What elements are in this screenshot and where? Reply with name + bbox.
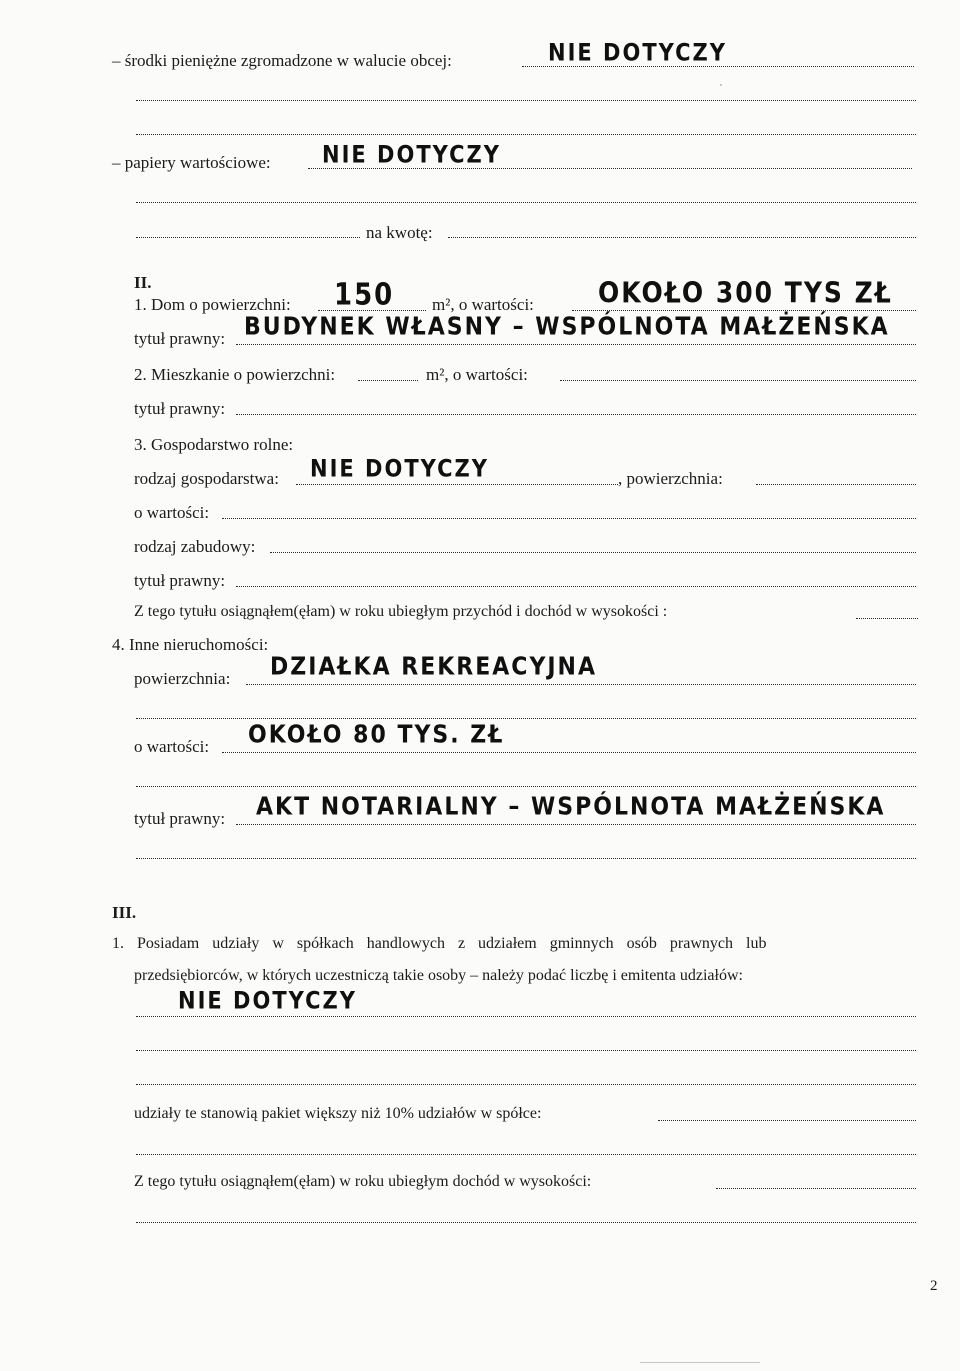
farm-heading: 3. Gospodarstwo rolne: xyxy=(134,435,294,454)
other-area-value: DZIAŁKA REKREACYJNA xyxy=(270,652,597,682)
other-value-label: o wartości: xyxy=(134,737,210,756)
house-value-dots xyxy=(572,310,916,311)
house-unit-label: m², o wartości: xyxy=(432,295,534,314)
securities-value: NIE DOTYCZY xyxy=(322,140,501,169)
shares-paragraph-line2: przedsiębiorców, w których uczestniczą takie osoby – należy podać liczbę i emitenta udziałów: xyxy=(134,967,743,984)
other-title-value: AKT NOTARIALNY – WSPÓLNOTA MAŁŻEŃSKA xyxy=(256,792,886,822)
house-area-value: 150 xyxy=(334,277,395,313)
house-title-value: BUDYNEK WŁASNY – WSPÓLNOTA MAŁŻEŃSKA xyxy=(244,312,890,342)
farm-value-label: o wartości: xyxy=(134,503,210,522)
other-title-label: tytuł prawny: xyxy=(134,809,226,828)
farm-area-dots xyxy=(756,484,916,485)
shares-income-dots xyxy=(716,1188,916,1189)
flat-title-label: tytuł prawny: xyxy=(134,399,226,418)
shares-package-label: udziały te stanowią pakiet większy niż 10% udziałów w spółce: xyxy=(134,1105,542,1122)
blank-line xyxy=(136,718,916,719)
other-property-heading: 4. Inne nieruchomości: xyxy=(112,635,269,654)
farm-buildings-dots xyxy=(270,552,916,553)
farm-type-value: NIE DOTYCZY xyxy=(310,454,489,483)
scan-speck xyxy=(720,84,722,86)
blank-line xyxy=(136,1050,916,1051)
section-iii-heading: III. xyxy=(112,903,137,922)
amount-label: na kwotę: xyxy=(366,223,433,242)
blank-line xyxy=(136,1154,916,1155)
shares-value: NIE DOTYCZY xyxy=(178,986,357,1015)
house-area-label: 1. Dom o powierzchni: xyxy=(134,295,291,314)
other-title-dots xyxy=(236,824,916,825)
house-title-label: tytuł prawny: xyxy=(134,329,226,348)
farm-title-dots xyxy=(236,586,916,587)
house-value: OKOŁO 300 TYS ZŁ xyxy=(598,275,893,310)
other-value: OKOŁO 80 TYS. ZŁ xyxy=(248,720,505,750)
shares-dots xyxy=(136,1016,916,1017)
farm-type-dots xyxy=(296,484,618,485)
shares-package-dots xyxy=(658,1120,916,1121)
farm-area-label: , powierzchnia: xyxy=(618,469,723,488)
blank-line xyxy=(136,202,916,203)
flat-area-label: 2. Mieszkanie o powierzchni: xyxy=(134,365,336,384)
blank-line xyxy=(136,100,916,101)
shares-income-label: Z tego tytułu osiągnąłem(ęłam) w roku ubiegłym dochód w wysokości: xyxy=(134,1173,592,1190)
farm-buildings-label: rodzaj zabudowy: xyxy=(134,537,256,556)
farm-income-label: Z tego tytułu osiągnąłem(ęłam) w roku ubiegłym przychód i dochód w wysokości : xyxy=(134,603,668,620)
cash-foreign-label: – środki pieniężne zgromadzone w walucie obcej: xyxy=(112,51,452,70)
cash-foreign-value: NIE DOTYCZY xyxy=(548,38,727,67)
flat-unit-label: m², o wartości: xyxy=(426,365,528,384)
securities-amount-lead-dots xyxy=(136,237,360,238)
other-area-label: powierzchnia: xyxy=(134,669,231,688)
flat-area-dots xyxy=(358,380,418,381)
farm-title-label: tytuł prawny: xyxy=(134,571,226,590)
blank-line xyxy=(136,1084,916,1085)
shares-paragraph-line1: 1. Posiadam udziały w spółkach handlowych z udziałem gminnych osób prawnych lub xyxy=(112,935,767,952)
page-number: 2 xyxy=(930,1278,938,1294)
farm-income-dots xyxy=(856,618,918,619)
flat-value-dots xyxy=(560,380,916,381)
flat-title-dots xyxy=(236,414,916,415)
other-value-dots xyxy=(222,752,916,753)
securities-label: – papiery wartościowe: xyxy=(112,153,271,172)
amount-dots xyxy=(448,237,916,238)
blank-line xyxy=(136,858,916,859)
section-ii-heading: II. xyxy=(134,273,152,292)
farm-type-label: rodzaj gospodarstwa: xyxy=(134,469,279,488)
house-title-dots xyxy=(236,344,916,345)
blank-line xyxy=(136,134,916,135)
blank-line xyxy=(136,1222,916,1223)
scan-edge xyxy=(640,1362,760,1363)
blank-line xyxy=(136,786,916,787)
farm-value-dots xyxy=(222,518,916,519)
other-area-dots xyxy=(246,684,916,685)
